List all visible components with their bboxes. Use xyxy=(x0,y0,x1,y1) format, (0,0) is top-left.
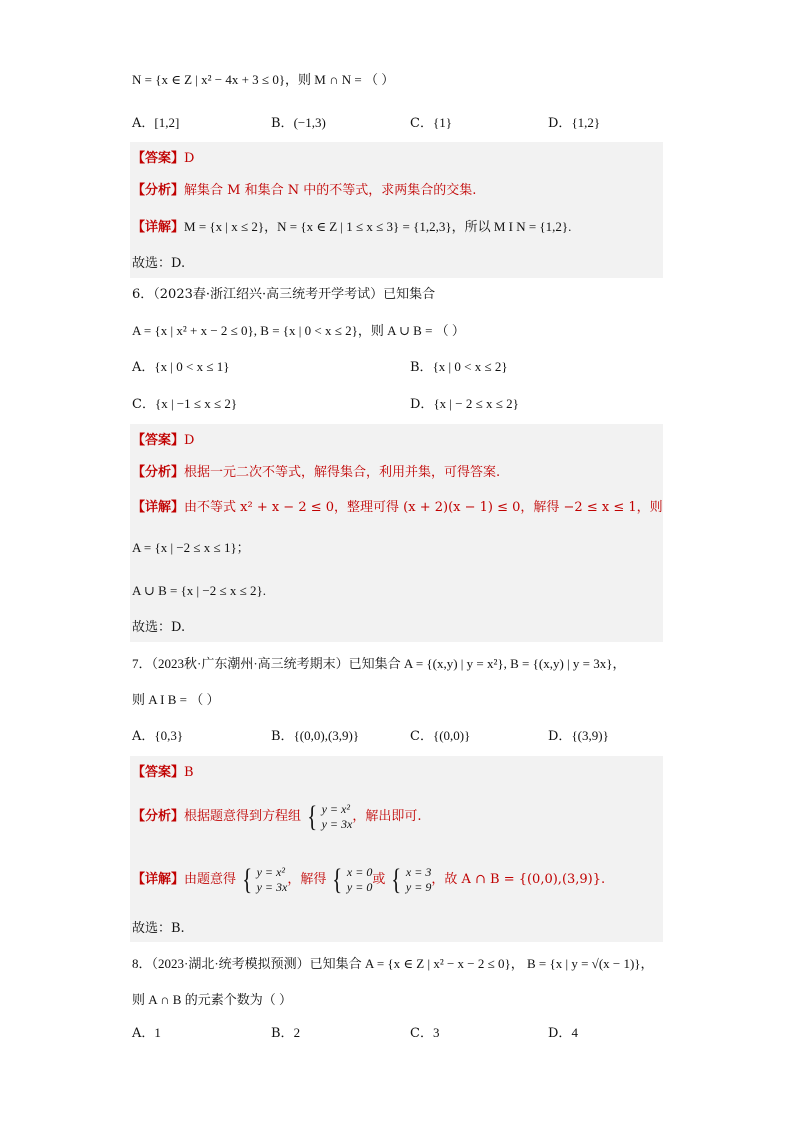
q7-stem-line2: 则 A I B = （ ） xyxy=(132,692,220,707)
q8-option-a-letter: A． xyxy=(132,1026,155,1041)
q6-answer-tag: 【答案】 xyxy=(132,433,185,448)
q5-option-b-letter: B． xyxy=(271,116,294,131)
q7-analysis-post: ，解出即可. xyxy=(352,809,422,824)
q6-option-a-letter: A． xyxy=(132,360,155,375)
q5-detail-text: M = {x | x ≤ 2}，N = {x ∈ Z | 1 ≤ x ≤ 3} = {1,2,3}，所以 M I N = {1,2}. xyxy=(184,219,572,234)
q5-option-d[interactable] xyxy=(548,113,600,134)
q7-detail-system xyxy=(240,862,288,896)
q8-stem-line2: 则 A ∩ B 的元素个数为（ ） xyxy=(132,992,292,1007)
q5-choice: 故选：D. xyxy=(132,256,186,271)
q7-option-c-text: {(0,0)} xyxy=(432,728,471,743)
q5-analysis-tag: 【分析】 xyxy=(132,183,185,198)
q6-solution-box xyxy=(130,424,663,642)
q7-detail-solution2-row2: y = 9 xyxy=(405,879,432,894)
q6-option-a[interactable] xyxy=(132,357,229,378)
q8-option-b-text: 2 xyxy=(293,1025,301,1040)
q7-analysis-tag: 【分析】 xyxy=(132,809,185,824)
q6-stem-line2: A = {x | x² + x − 2 ≤ 0}, B = {x | 0 < x ≤ 2}，则 A ∪ B = （ ） xyxy=(132,323,465,338)
q6-stem-line1: 6．（2023春·浙江绍兴·高三统考开学考试）已知集合 xyxy=(132,287,436,302)
q7-option-a[interactable] xyxy=(132,726,183,747)
q7-detail-mid1: ，解得 xyxy=(287,872,327,887)
q7-detail-tag: 【详解】 xyxy=(132,872,185,887)
q5-detail xyxy=(132,217,571,238)
q7-option-b-letter: B． xyxy=(271,729,294,744)
q5-answer xyxy=(132,149,194,169)
q8-option-b-letter: B． xyxy=(271,1026,294,1041)
q8-option-c-text: 3 xyxy=(432,1025,440,1040)
q6-option-c[interactable] xyxy=(132,394,237,415)
q7-stem-line1: 7．（2023秋·广东潮州·高三统考期末）已知集合 A = {(x,y) | y = x²}, B = {(x,y) | y = 3x}， xyxy=(132,656,626,671)
q6-option-a-text: {x | 0 < x ≤ 1} xyxy=(154,359,230,374)
q5-option-d-text: {1,2} xyxy=(571,115,601,130)
q7-option-b-text: {(0,0),(3,9)} xyxy=(293,728,360,743)
q5-option-d-letter: D． xyxy=(548,116,572,131)
q5-option-b[interactable] xyxy=(271,113,326,134)
q8-option-d-text: 4 xyxy=(571,1025,578,1040)
q7-detail-solution2 xyxy=(389,862,432,896)
q7-analysis-system-row2: y = 3x xyxy=(321,816,353,831)
q7-solution-box xyxy=(130,756,663,942)
q6-choice: 故选：D. xyxy=(132,620,186,635)
q7-detail-solution2-brace: { xyxy=(391,862,402,896)
q7-analysis xyxy=(132,797,421,837)
q7-analysis-pre: 根据题意得到方程组 xyxy=(184,809,302,824)
q7-analysis-system-brace: { xyxy=(307,799,318,833)
q5-option-c[interactable] xyxy=(410,113,452,134)
q6-analysis xyxy=(132,463,500,483)
q6-option-c-letter: C． xyxy=(132,397,155,412)
q8-option-d[interactable] xyxy=(548,1023,578,1044)
q6-answer xyxy=(132,431,194,451)
q6-option-d-letter: D． xyxy=(410,397,434,412)
q7-option-d-letter: D． xyxy=(548,729,572,744)
q5-option-a-text: [1,2] xyxy=(154,115,180,130)
q5-option-c-text: {1} xyxy=(432,115,452,130)
q7-option-a-text: {0,3} xyxy=(154,728,184,743)
q5-stem: N = {x ∈ Z | x² − 4x + 3 ≤ 0}，则 M ∩ N = （ ） xyxy=(132,72,395,87)
q6-answer-value: D xyxy=(184,433,195,448)
q7-option-d[interactable] xyxy=(548,726,609,747)
q6-detail-line2: A = {x | −2 ≤ x ≤ 1}； xyxy=(132,540,250,555)
q5-answer-value: D xyxy=(184,151,195,166)
q7-option-d-text: {(3,9)} xyxy=(571,728,609,743)
q5-option-b-text: (−1,3) xyxy=(293,115,326,130)
q8-option-c[interactable] xyxy=(410,1023,439,1044)
q5-detail-tag: 【详解】 xyxy=(132,220,185,235)
q5-option-a-letter: A． xyxy=(132,116,155,131)
q5-solution-box xyxy=(130,142,663,278)
q6-analysis-text: 根据一元二次不等式，解得集合，利用并集，可得答案. xyxy=(184,465,501,480)
q8-option-c-letter: C． xyxy=(410,1026,433,1041)
q7-option-a-letter: A． xyxy=(132,729,155,744)
q6-detail xyxy=(132,498,663,518)
q7-answer xyxy=(132,763,194,783)
q7-detail-system-row2: y = 3x xyxy=(256,879,288,894)
q5-analysis-text: 解集合 M 和集合 N 中的不等式，求两集合的交集. xyxy=(184,183,477,198)
q7-analysis-system xyxy=(305,799,353,833)
q5-analysis xyxy=(132,181,476,201)
q7-option-c-letter: C． xyxy=(410,729,433,744)
q8-option-a[interactable] xyxy=(132,1023,161,1044)
q7-detail-pre: 由题意得 xyxy=(184,872,237,887)
q7-detail-solution1-brace: { xyxy=(332,862,343,896)
q7-option-c[interactable] xyxy=(410,726,470,747)
q5-answer-tag: 【答案】 xyxy=(132,151,185,166)
q7-answer-value: B xyxy=(184,765,194,780)
q8-option-d-letter: D． xyxy=(548,1026,572,1041)
q7-detail-solution1-row2: y = 0 xyxy=(346,879,373,894)
q7-analysis-system-row1: y = x² xyxy=(321,801,350,816)
q7-detail-system-brace: { xyxy=(242,862,253,896)
q7-detail-solution2-row1: x = 3 xyxy=(405,864,432,879)
q6-option-b-letter: B． xyxy=(410,360,433,375)
q6-detail-line1: 由不等式 x² + x − 2 ≤ 0，整理可得 (x + 2)(x − 1) ≤ 0，解得 −2 ≤ x ≤ 1，则 xyxy=(184,500,663,515)
q6-detail-tag: 【详解】 xyxy=(132,500,185,515)
q6-option-b[interactable] xyxy=(410,357,508,378)
q6-option-d-text: {x | − 2 ≤ x ≤ 2} xyxy=(433,396,519,411)
q5-option-a[interactable] xyxy=(132,113,179,134)
q6-analysis-tag: 【分析】 xyxy=(132,465,185,480)
q8-stem-line1: 8．（2023·湖北·统考模拟预测）已知集合 A = {x ∈ Z | x² − x − 2 ≤ 0}， B = {x | y = √(x − 1)}， xyxy=(132,956,654,971)
q7-detail xyxy=(132,860,605,900)
q5-option-c-letter: C． xyxy=(410,116,433,131)
q7-option-b[interactable] xyxy=(271,726,359,747)
q6-option-b-text: {x | 0 < x ≤ 2} xyxy=(432,359,508,374)
q7-detail-post: ，故 A ∩ B = {(0,0),(3,9)}. xyxy=(431,872,606,887)
q6-option-d[interactable] xyxy=(410,394,519,415)
q7-detail-solution1 xyxy=(330,862,373,896)
q6-detail-line3: A ∪ B = {x | −2 ≤ x ≤ 2}. xyxy=(132,583,266,598)
q7-detail-solution1-row1: x = 0 xyxy=(346,864,373,879)
q7-answer-tag: 【答案】 xyxy=(132,765,185,780)
q6-option-c-text: {x | −1 ≤ x ≤ 2} xyxy=(154,396,238,411)
q8-option-a-text: 1 xyxy=(154,1025,161,1040)
q8-option-b[interactable] xyxy=(271,1023,300,1044)
q7-detail-mid2: 或 xyxy=(372,872,386,887)
q7-choice: 故选：B. xyxy=(132,921,185,936)
q7-detail-system-row1: y = x² xyxy=(256,864,285,879)
